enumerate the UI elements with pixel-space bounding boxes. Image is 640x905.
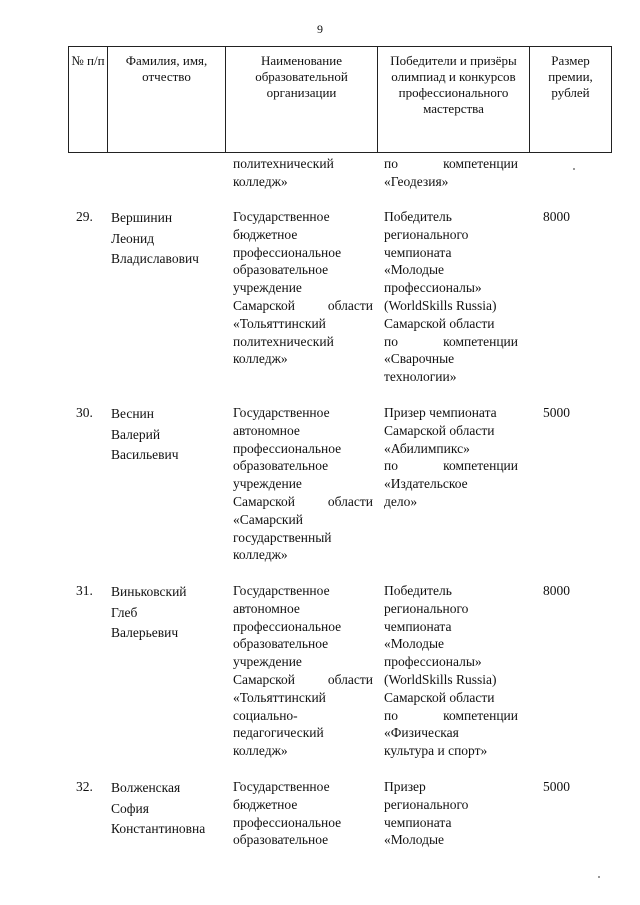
text-line (384, 155, 518, 173)
text-line: Самарской области (384, 422, 495, 438)
prize-amount: 8000 (543, 209, 570, 224)
prize-amount: 8000 (543, 583, 570, 598)
continuation-winners (384, 155, 520, 191)
text-line: регионального (384, 600, 469, 616)
word: по (384, 156, 398, 171)
header-name: Фамилия, имя, отчество (108, 46, 226, 153)
text-line: образовательное (233, 458, 329, 474)
text-line: учреждение (233, 280, 302, 296)
name-line: Леонид (111, 230, 155, 246)
text-line: Самарской области (384, 689, 495, 705)
text-line: «Самарский (233, 511, 303, 527)
text-line (384, 333, 518, 351)
text-line: профессионалы» (384, 280, 482, 296)
page-number: 9 (317, 22, 323, 36)
text-line: (WorldSkills Russia) (384, 297, 497, 313)
text-line: дело» (384, 493, 418, 509)
word: компетенции (443, 156, 518, 171)
organization-name (233, 582, 373, 760)
name-line: Виньковский (111, 584, 187, 599)
header-winners: Победители и призёры олимпиад и конкурсов профессионального мастерства (378, 46, 530, 153)
word: области (327, 493, 373, 509)
text-line: чемпионата (384, 618, 452, 634)
row-number: 29. (76, 209, 93, 224)
text-line: «Молодые (384, 832, 445, 848)
name-line: Владиславович (111, 251, 199, 266)
name-line: София (111, 800, 149, 816)
text-line: образовательное (233, 832, 329, 848)
name-line: Валерий (111, 426, 161, 442)
achievement (384, 404, 520, 511)
achievement (384, 208, 520, 386)
row-number: 31. (76, 583, 93, 598)
text-line: Призер чемпионата (384, 405, 497, 420)
achievement (384, 582, 520, 760)
name-line: Константиновна (111, 821, 206, 836)
word: области (327, 297, 373, 313)
text-line: «Молодые (384, 262, 445, 278)
text-line: «Физическая (384, 725, 459, 741)
text-line: профессиональное (233, 618, 342, 634)
person-name (111, 208, 221, 270)
name-line: Валерьевич (111, 625, 179, 640)
row-number: 30. (76, 405, 93, 420)
text-line: Государственное (233, 583, 330, 598)
text-line: учреждение (233, 654, 302, 670)
text-line: социально- (233, 707, 298, 723)
text-line: Победитель (384, 209, 452, 224)
text-line: Государственное (233, 779, 330, 794)
text-line: «Молодые (384, 636, 445, 652)
text-line: колледж» (233, 173, 288, 189)
word: по (384, 458, 398, 474)
text-line: образовательное (233, 636, 329, 652)
word: Самарской (233, 671, 296, 687)
text-line: профессиональное (233, 814, 342, 830)
word: области (327, 671, 373, 687)
name-line: Волженская (111, 780, 181, 795)
text-line (233, 671, 373, 689)
text-line: Победитель (384, 583, 452, 598)
word: по (384, 707, 398, 723)
text-line: профессионалы» (384, 654, 482, 670)
text-line: регионального (384, 226, 469, 242)
achievement (384, 778, 520, 849)
header-num: № п/п (68, 46, 108, 153)
text-line: Государственное (233, 209, 330, 224)
header-prize: Размер премии, рублей (530, 46, 612, 153)
word: компетенции (443, 458, 518, 474)
organization-name (233, 404, 373, 564)
text-line (233, 493, 373, 511)
text-line: «Тольяттинский (233, 689, 326, 705)
word: компетенции (443, 707, 518, 723)
name-line: Васильевич (111, 447, 179, 462)
text-line: учреждение (233, 476, 302, 492)
continuation-org (233, 155, 373, 191)
text-line: «Геодезия» (384, 173, 449, 189)
text-line: бюджетное (233, 796, 298, 812)
name-line: Веснин (111, 406, 154, 421)
text-line: бюджетное (233, 226, 298, 242)
person-name (111, 404, 221, 466)
text-line: автономное (233, 600, 300, 616)
word: по (384, 333, 398, 349)
text-line: профессиональное (233, 244, 342, 260)
text-line: культура и спорт» (384, 743, 488, 759)
prize-amount: 5000 (543, 779, 570, 794)
text-line: колледж» (233, 351, 288, 367)
text-line: регионального (384, 796, 469, 812)
table-header (68, 46, 612, 153)
text-line: (WorldSkills Russia) (384, 671, 497, 687)
text-line: колледж» (233, 743, 288, 759)
organization-name (233, 778, 373, 849)
text-line (384, 457, 518, 475)
text-line: «Абилимпикс» (384, 440, 470, 456)
row-number: 32. (76, 779, 93, 794)
text-line: педагогический (233, 725, 324, 741)
word: Самарской (233, 493, 296, 509)
text-line: чемпионата (384, 244, 452, 260)
text-line: образовательное (233, 262, 329, 278)
text-line: «Тольяттинский (233, 315, 326, 331)
text-line: политехнический (233, 156, 334, 171)
name-line: Глеб (111, 604, 138, 620)
text-line: профессиональное (233, 440, 342, 456)
word: Самарской (233, 297, 296, 313)
text-line: Самарской области (384, 315, 495, 331)
text-line: автономное (233, 422, 300, 438)
text-line: Призер (384, 779, 426, 794)
header-org: Наименование образовательной организации (226, 46, 378, 153)
scan-speck (598, 876, 600, 878)
text-line: политехнический (233, 333, 334, 349)
scan-speck (573, 168, 575, 170)
text-line: колледж» (233, 547, 288, 563)
prize-amount: 5000 (543, 405, 570, 420)
word: компетенции (443, 333, 518, 349)
text-line: «Сварочные (384, 351, 455, 367)
text-line: Государственное (233, 405, 330, 420)
organization-name (233, 208, 373, 368)
text-line (384, 707, 518, 725)
text-line (233, 297, 373, 315)
text-line: «Издательское (384, 476, 468, 492)
text-line: государственный (233, 529, 332, 545)
person-name (111, 582, 221, 644)
text-line: чемпионата (384, 814, 452, 830)
person-name (111, 778, 221, 840)
text-line: технологии» (384, 369, 457, 385)
name-line: Вершинин (111, 210, 173, 225)
